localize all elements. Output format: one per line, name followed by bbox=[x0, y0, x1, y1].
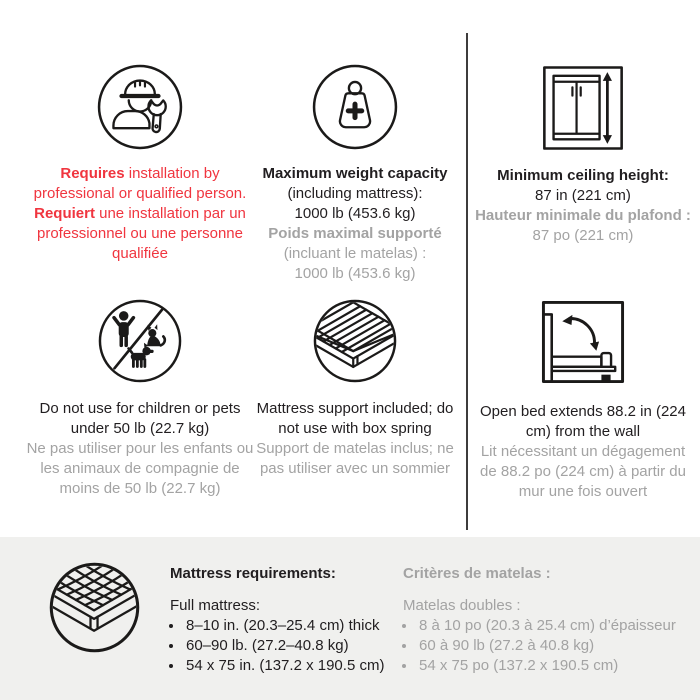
spec-installation bbox=[20, 62, 260, 264]
mattress-requirements-list-en bbox=[170, 616, 415, 676]
installation-text-fr-bold: Requiert bbox=[34, 205, 95, 222]
no-children-pets-text-fr: Ne pas utiliser pour les enfants ou les animaux de compagnie de moins de 50 lb (22.7 kg) bbox=[26, 440, 254, 497]
open-bed-icon bbox=[537, 296, 629, 388]
ceiling-height-title-en: Minimum ceiling height: bbox=[497, 167, 669, 184]
mattress-requirements-band bbox=[0, 537, 700, 700]
ceiling-height-line1-fr: 87 po (221 cm) bbox=[532, 227, 634, 244]
installation-text-fr: une installation par un professionnel ou une personne qualifiée bbox=[37, 205, 246, 262]
spec-ceiling-height bbox=[472, 62, 694, 246]
ceiling-height-title-fr: Hauteur minimale du plafond : bbox=[475, 207, 691, 224]
installation-text-fr-wrap bbox=[20, 204, 260, 264]
mattress-spec-item: • 54 x 75 in. (137.2 x 190.5 cm) bbox=[184, 656, 415, 676]
weight-capacity-line1-en: (including mattress): bbox=[287, 185, 423, 202]
no-children-pets-icon bbox=[96, 297, 184, 385]
mattress-requirements-subheader-fr: Matelas doubles : bbox=[403, 597, 521, 614]
ceiling-height-line1-en: 87 in (221 cm) bbox=[535, 187, 631, 204]
ceiling-height-icon bbox=[537, 62, 629, 154]
mattress-requirements-header-fr: Critères de matelas : bbox=[403, 565, 551, 582]
weight-capacity-line1-fr: (incluant le matelas) : bbox=[283, 245, 427, 262]
weight-capacity-title-en: Maximum weight capacity bbox=[262, 165, 448, 182]
installation-text bbox=[20, 164, 260, 264]
spec-mattress-support bbox=[249, 297, 461, 479]
open-bed-text-fr: Lit nécessitant un dégagement de 88.2 po (224 cm) à partir du mur une fois ouvert bbox=[480, 443, 686, 500]
open-bed-text-en: Open bed extends 88.2 in (224 cm) from the wall bbox=[480, 403, 686, 440]
installation-text-en: installation by professional or qualified person. bbox=[33, 165, 247, 202]
mattress-requirements-en bbox=[170, 564, 415, 676]
cat-figure bbox=[147, 324, 165, 346]
child-figure bbox=[114, 311, 133, 345]
weight-capacity-title-fr: Poids maximal supporté bbox=[268, 225, 442, 242]
weight-capacity-line2-en: 1000 lb (453.6 kg) bbox=[294, 205, 416, 222]
column-divider bbox=[466, 33, 468, 530]
mattress-icon bbox=[47, 560, 142, 655]
mattress-requirements-subheader-en: Full mattress: bbox=[170, 597, 261, 614]
installation-text-en-bold: Requires bbox=[60, 165, 125, 182]
spec-weight-capacity bbox=[250, 62, 460, 284]
mattress-spec-item: • 8 à 10 po (20.3 à 25.4 cm) d’épaisseur bbox=[417, 616, 693, 636]
mattress-spec-item: • 54 x 75 po (137.2 x 190.5 cm) bbox=[417, 656, 693, 676]
open-bed-text bbox=[480, 402, 686, 502]
weight-capacity-text-en bbox=[262, 164, 447, 224]
mattress-support-text bbox=[249, 399, 461, 479]
weight-capacity-icon bbox=[310, 62, 400, 152]
ceiling-height-text-fr bbox=[475, 206, 691, 246]
no-children-pets-text bbox=[22, 399, 258, 499]
mattress-icon-wrap bbox=[47, 560, 142, 660]
weight-capacity-text-fr bbox=[268, 224, 441, 284]
spec-no-children-pets bbox=[22, 297, 258, 499]
ceiling-height-text-en bbox=[497, 166, 669, 206]
spec-open-bed bbox=[480, 296, 686, 502]
weight-capacity-line2-fr: 1000 lb (453.6 kg) bbox=[294, 265, 416, 282]
mattress-spec-item: • 8–10 in. (20.3–25.4 cm) thick bbox=[184, 616, 415, 636]
mattress-spec-item: • 60–90 lb. (27.2–40.8 kg) bbox=[184, 636, 415, 656]
no-children-pets-text-en: Do not use for children or pets under 50 lb (22.7 kg) bbox=[39, 400, 241, 437]
mattress-support-text-fr: Support de matelas inclus; ne pas utiliser avec un sommier bbox=[256, 440, 454, 477]
mattress-requirements-header-en: Mattress requirements: bbox=[170, 565, 336, 582]
mattress-spec-item: • 60 à 90 lb (27.2 à 40.8 kg) bbox=[417, 636, 693, 656]
mattress-support-icon bbox=[311, 297, 399, 385]
installer-icon bbox=[95, 62, 185, 152]
mattress-requirements-fr bbox=[403, 564, 693, 676]
mattress-requirements-list-fr bbox=[403, 616, 693, 676]
mattress-support-text-en: Mattress support included; do not use with box spring bbox=[256, 400, 454, 437]
